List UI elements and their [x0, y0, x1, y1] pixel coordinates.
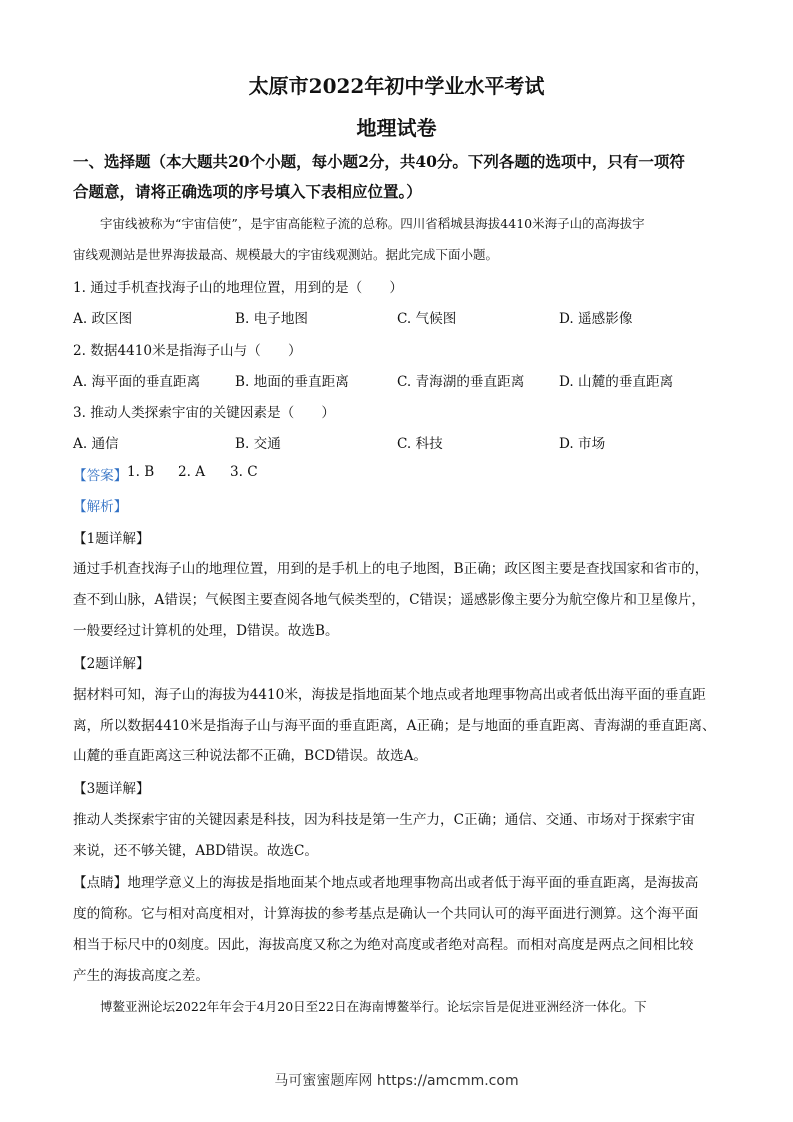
q3-option-c: C. 科技: [397, 436, 443, 452]
detail-2-line-1: 据材料可知，海子山的海拔为4410米，海拔是指地面某个地点或者地理事物高出或者低出海平面的垂直距: [73, 687, 706, 703]
detail-3-line-1: 推动人类探索宇宙的关键因素是科技，因为科技是第一生产力，C正确；通信、交通、市场对于探索宇宙: [73, 812, 696, 828]
detail-2-line-3: 山麓的垂直距离这三种说法都不正确，BCD错误。故选A。: [73, 748, 428, 764]
q3-option-b: B. 交通: [235, 436, 281, 452]
q1-option-c: C. 气候图: [397, 311, 457, 327]
tip-line-3: 相当于标尺中的0刻度。因此，海拔高度又称之为绝对高度或者绝对高程。而相对高度是两点之间相比较: [73, 937, 694, 953]
tip-line-4: 产生的海拔高度之差。: [73, 968, 209, 984]
tip-text-1: 地理学意义上的海拔是指地面某个地点或者地理事物高出或者低于海平面的垂直距离，是海拔高: [127, 875, 699, 891]
tip-line-1: [73, 871, 723, 891]
question-2-stem: 2. 数据4410米是指海子山与（ ）: [73, 343, 302, 359]
material1-line-1: 宇宙线被称为“宇宙信使”，是宇宙高能粒子流的总称。四川省稻城县海拔4410米海子山的高海拔宇: [100, 216, 645, 231]
q2-option-c: C. 青海湖的垂直距离: [397, 374, 525, 390]
section-heading-line-2: 合题意，请将正确选项的序号填入下表相应位置。）: [73, 182, 422, 201]
exam-title: 太原市2022年初中学业水平考试: [248, 74, 545, 98]
q1-option-b: B. 电子地图: [235, 311, 309, 327]
detail-2-heading: 【2题详解】: [73, 656, 150, 672]
tip-line-2: 度的简称。它与相对高度相对，计算海拔的参考基点是确认一个共同认可的海平面进行测算。这个海平面: [73, 906, 699, 922]
footer-watermark: 马可蜜蜜题库网 https://amcmm.com: [274, 1073, 519, 1089]
q3-option-d: D. 市场: [559, 436, 606, 452]
answer-2: 2. A: [178, 464, 206, 480]
exam-subtitle: 地理试卷: [356, 116, 437, 140]
analysis-label: 【解析】: [73, 499, 128, 515]
q3-option-a: A. 通信: [73, 436, 119, 452]
detail-3-heading: 【3题详解】: [73, 781, 150, 797]
answer-label: 【答案】: [73, 468, 128, 484]
detail-1-line-1: 通过手机查找海子山的地理位置，用到的是手机上的电子地图，B正确；政区图主要是查找国家和省市的，: [73, 561, 709, 577]
detail-1-line-3: 一般要经过计算机的处理，D错误。故选B。: [73, 623, 339, 639]
q1-option-d: D. 遥感影像: [559, 311, 633, 327]
material2-line-1: 博鳌亚洲论坛2022年年会于4月20日至22日在海南博鳌举行。论坛宗旨是促进亚洲经济一体化。下: [100, 999, 647, 1014]
detail-3-line-2: 来说，还不够关键，ABD错误。故选C。: [73, 843, 319, 859]
tip-label: 【点睛】: [73, 875, 128, 891]
material1-line-2: 宙线观测站是世界海拔最高、规模最大的宇宙线观测站。据此完成下面小题。: [73, 247, 499, 262]
q2-option-d: D. 山麓的垂直距离: [559, 374, 674, 390]
detail-1-heading: 【1题详解】: [73, 531, 150, 547]
section-heading-line-1: 一、选择题（本大题共20个小题，每小题2分，共40分。下列各题的选项中，只有一项符: [73, 152, 685, 171]
q2-option-b: B. 地面的垂直距离: [235, 374, 349, 390]
question-1-stem: 1. 通过手机查找海子山的地理位置，用到的是（ ）: [73, 280, 403, 296]
detail-1-line-2: 查不到山脉，A错误；气候图主要查阅各地气候类型的，C错误；遥感影像主要分为航空像片和卫星像片，: [73, 592, 705, 608]
q1-option-a: A. 政区图: [73, 311, 133, 327]
answer-1: 1. B: [127, 464, 155, 480]
detail-2-line-2: 离，所以数据4410米是指海子山与海平面的垂直距离，A正确；是与地面的垂直距离、青海湖的垂直距离、: [73, 718, 716, 734]
answer-3: 3. C: [230, 464, 258, 480]
question-3-stem: 3. 推动人类探索宇宙的关键因素是（ ）: [73, 405, 335, 421]
q2-option-a: A. 海平面的垂直距离: [73, 374, 201, 390]
